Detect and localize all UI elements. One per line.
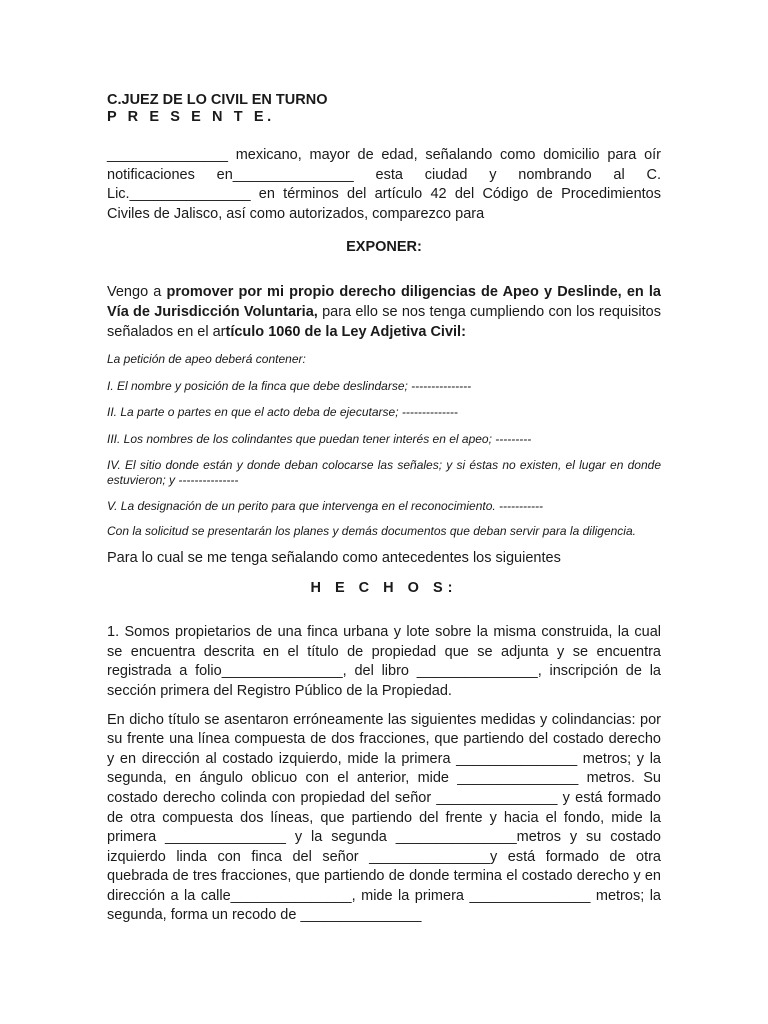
requirement-item: I. El nombre y posición de la finca que debe deslindarse; --------------- bbox=[107, 378, 472, 393]
vengo-bold-2: tículo 1060 de la Ley Adjetiva Civil: bbox=[225, 323, 466, 340]
addressee-title: C.JUEZ DE LO CIVIL EN TURNO bbox=[107, 92, 328, 108]
requirements-intro: La petición de apeo deberá contener: bbox=[107, 352, 306, 367]
antecedentes-line: Para lo cual se me tenga señalando como antecedentes los siguientes bbox=[107, 550, 561, 567]
requirement-item: V. La designación de un perito para que intervenga en el reconocimiento. ----------- bbox=[107, 499, 543, 514]
requirement-item: IV. El sitio donde están y donde deban colocarse las señales; y si éstas no existen, el lugar en donde estuvieron; y --------------- bbox=[107, 458, 661, 487]
hechos-heading: H E C H O S: bbox=[310, 580, 458, 597]
vengo-text-2: para ello se nos tenga cumpliendo con los requisitos señalados en el ar bbox=[107, 303, 661, 340]
exponer-heading: EXPONER: bbox=[346, 239, 422, 256]
intro-paragraph: _______________ mexicano, mayor de edad, señalando como domicilio para oír notificaciones en_______________ esta ciudad y nombrando al C. Lic._______________ en términos del artículo 42 del Código de Procedimientos Civiles de Jalisco, así como autorizados, comparezco para bbox=[107, 147, 661, 222]
requirements-closing: Con la solicitud se presentarán los planes y demás documentos que deban servir para la diligencia. bbox=[107, 523, 636, 538]
hechos-paragraph-2: En dicho título se asentaron erróneamente las siguientes medidas y colindancias: por su frente una línea compuesta de dos fracciones, que partiendo del costado derecho y en dirección al costado izquierdo, mide la primera _______________ metros; y la segunda, en ángulo oblicuo con el anterior, mide _______________ metros. Su costado derecho colinda con propiedad del señor _______________ y está formado de otra compuesta dos líneas, que partiendo del frente y hacia el fondo, mide la primera _______________ y la segunda _______________metros y su costado izquierdo linda con finca del señor _______________y está formado de otra quebrada de tres fracciones, que partiendo de donde termina el costado derecho y en dirección a la calle_______________, mide la primera _______________ metros; la segunda, forma un recodo de _______________ bbox=[107, 711, 661, 924]
vengo-text-1: Vengo a bbox=[107, 284, 167, 301]
requirement-item: III. Los nombres de los colindantes que puedan tener interés en el apeo; --------- bbox=[107, 431, 532, 446]
vengo-bold-1: promover por mi propio derecho diligencias de Apeo y Deslinde, en la Vía de Jurisdicción Voluntaria, bbox=[107, 284, 662, 320]
document-body bbox=[107, 92, 661, 926]
hechos-paragraph-1: 1. Somos propietarios de una finca urbana y lote sobre la misma construida, la cual se encuentra descrita en el título de propiedad que se adjunta y se encuentra registrada a folio_______________, del libro _______________, inscripción de la sección primera del Registro Público de la Propiedad. bbox=[107, 624, 661, 699]
presente-heading: P R E S E N T E. bbox=[107, 109, 275, 125]
requirement-item: II. La parte o partes en que el acto deba de ejecutarse; -------------- bbox=[107, 405, 458, 420]
vengo-paragraph bbox=[107, 283, 661, 342]
